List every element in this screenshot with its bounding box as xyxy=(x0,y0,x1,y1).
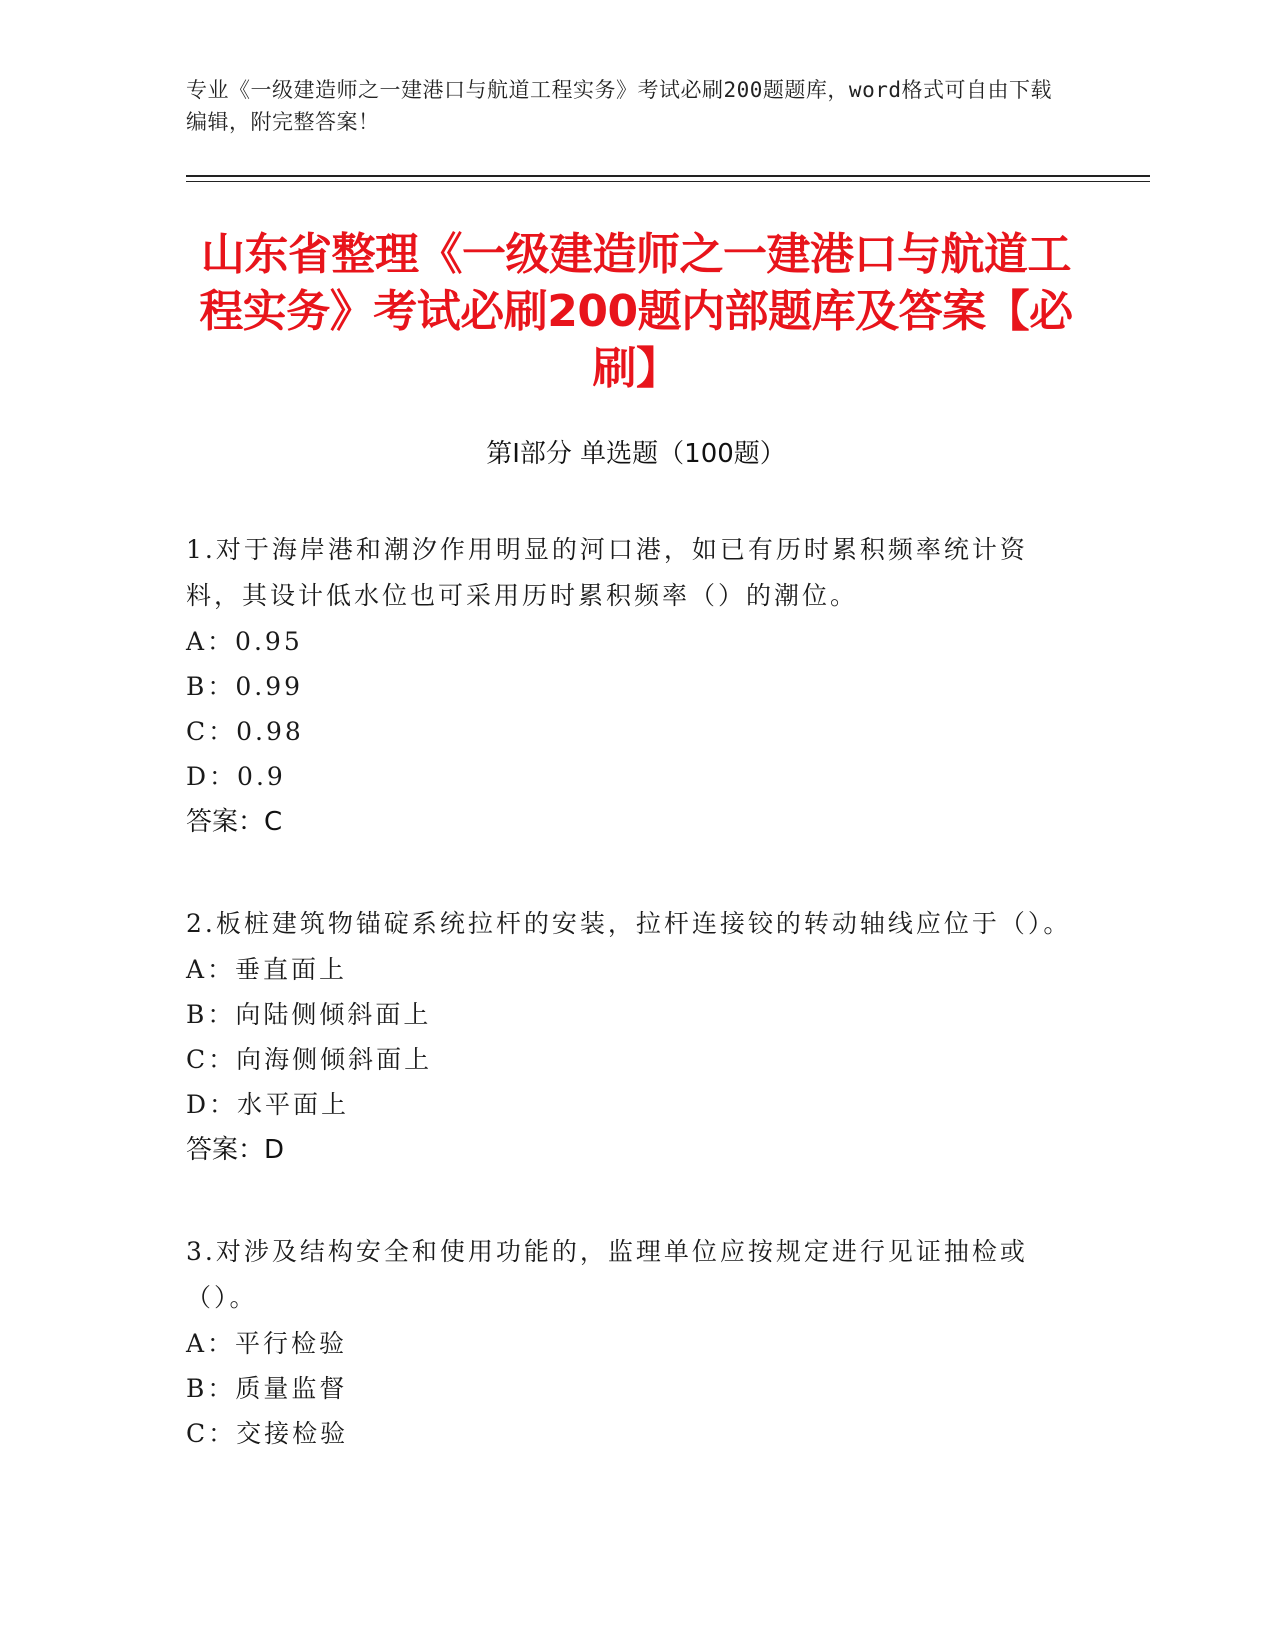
option-c: C：0.98 xyxy=(186,717,304,746)
question-stem: 1.对于海岸港和潮汐作用明显的河口港，如已有历时累积频率统计资料，其设计低水位也可采用历时累积频率（）的潮位。 xyxy=(186,535,1028,610)
option-c: C：向海侧倾斜面上 xyxy=(186,1045,433,1074)
question-1 xyxy=(186,527,1076,845)
option-c: C：交接检验 xyxy=(186,1419,349,1448)
option-b: B：质量监督 xyxy=(186,1374,348,1403)
question-3 xyxy=(186,1229,1076,1456)
option-b: B：向陆侧倾斜面上 xyxy=(186,1000,432,1029)
document-title: 山东省整理《一级建造师之一建港口与航道工程实务》考试必刷200题内部题库及答案【必刷】 xyxy=(199,229,1073,394)
option-a: A：垂直面上 xyxy=(186,955,348,984)
header-divider-thick xyxy=(186,175,1150,177)
question-2 xyxy=(186,901,1076,1173)
header-divider-thin xyxy=(186,181,1150,182)
header-note: 专业《一级建造师之一建港口与航道工程实务》考试必刷200题题库，word格式可自由下载编辑，附完整答案！ xyxy=(186,78,1052,134)
option-a: A：0.95 xyxy=(186,627,303,656)
option-d: D：水平面上 xyxy=(186,1090,350,1119)
answer: 答案：C xyxy=(186,807,283,837)
option-d: D：0.9 xyxy=(186,762,286,791)
question-list xyxy=(186,527,1076,1512)
question-stem: 3.对涉及结构安全和使用功能的，监理单位应按规定进行见证抽检或（）。 xyxy=(186,1237,1028,1312)
answer: 答案：D xyxy=(186,1135,285,1165)
question-stem: 2.板桩建筑物锚碇系统拉杆的安装，拉杆连接铰的转动轴线应位于（）。 xyxy=(186,909,1072,938)
option-a: A：平行检验 xyxy=(186,1329,348,1358)
section-heading: 第Ⅰ部分 单选题（100题） xyxy=(486,439,786,469)
option-b: B：0.99 xyxy=(186,672,304,701)
